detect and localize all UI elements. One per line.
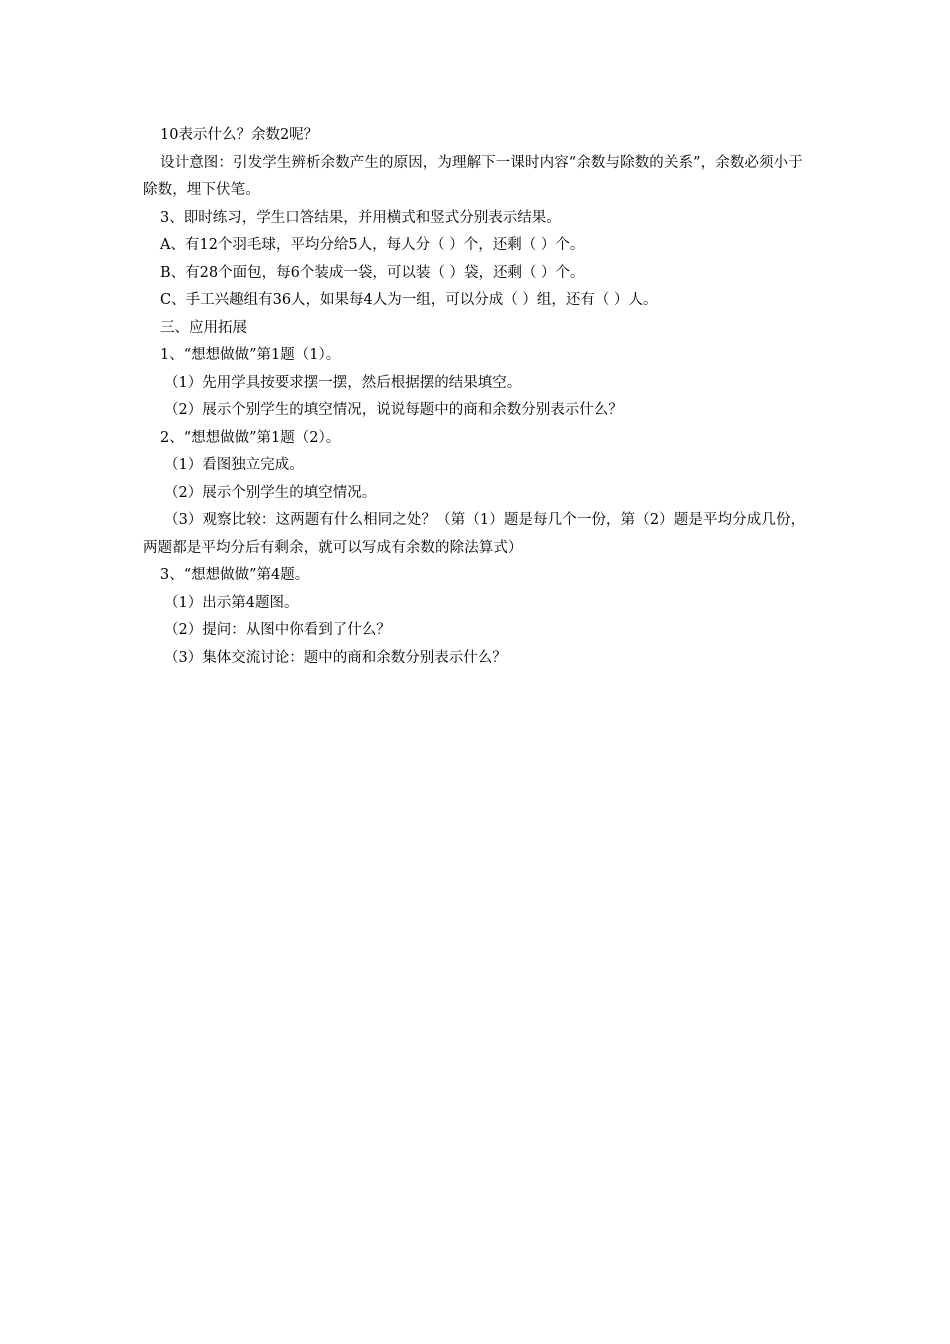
text-line: 10表示什么？余数2呢？ (160, 127, 319, 143)
text-line: （1）先用学具按要求摆一摆，然后根据摆的结果填空。 (164, 374, 522, 391)
design-intent-paragraph: 设计意图：引发学生辨析余数产生的原因，为理解下一课时内容“余数与除数的关系”，余数必须小于除数，埋下伏笔。 (143, 154, 803, 198)
text-line: （2）展示个别学生的填空情况。 (164, 484, 377, 501)
exercise-item-c: C、手工兴趣组有36人，如果每4人为一组，可以分成（ ）组，还有（ ）人。 (160, 292, 658, 308)
text-line: （1）看图独立完成。 (164, 457, 304, 473)
exercise-item-b: B、有28个面包，每6个装成一袋，可以装（ ）袋，还剩（ ）个。 (160, 264, 585, 281)
text-line: （1）出示第4题图。 (164, 594, 299, 611)
exercise-item-a: A、有12个羽毛球，平均分给5人，每人分（ ）个，还剩（ ）个。 (160, 237, 585, 253)
document-body (143, 122, 813, 672)
section-heading: 三、应用拓展 (160, 319, 247, 336)
text-line: 3、“想想做做”第4题。 (160, 567, 310, 583)
text-line: （3）集体交流讨论：题中的商和余数分别表示什么？ (164, 649, 507, 666)
text-line: （2）展示个别学生的填空情况，说说每题中的商和余数分别表示什么？ (164, 402, 623, 418)
text-line: 2、“想想做做”第1题（2）。 (160, 429, 341, 446)
text-line: 3、即时练习，学生口答结果，并用横式和竖式分别表示结果。 (160, 209, 561, 226)
text-line: （2）提问：从图中你看到了什么？ (164, 622, 391, 638)
text-line: 1、“想想做做”第1题（1）。 (160, 347, 341, 363)
observation-paragraph: （3）观察比较：这两题有什么相同之处？（第（1）题是每几个一份，第（2）题是平均分成几份，两题都是平均分后有剩余，就可以写成有余数的除法算式） (143, 512, 806, 556)
